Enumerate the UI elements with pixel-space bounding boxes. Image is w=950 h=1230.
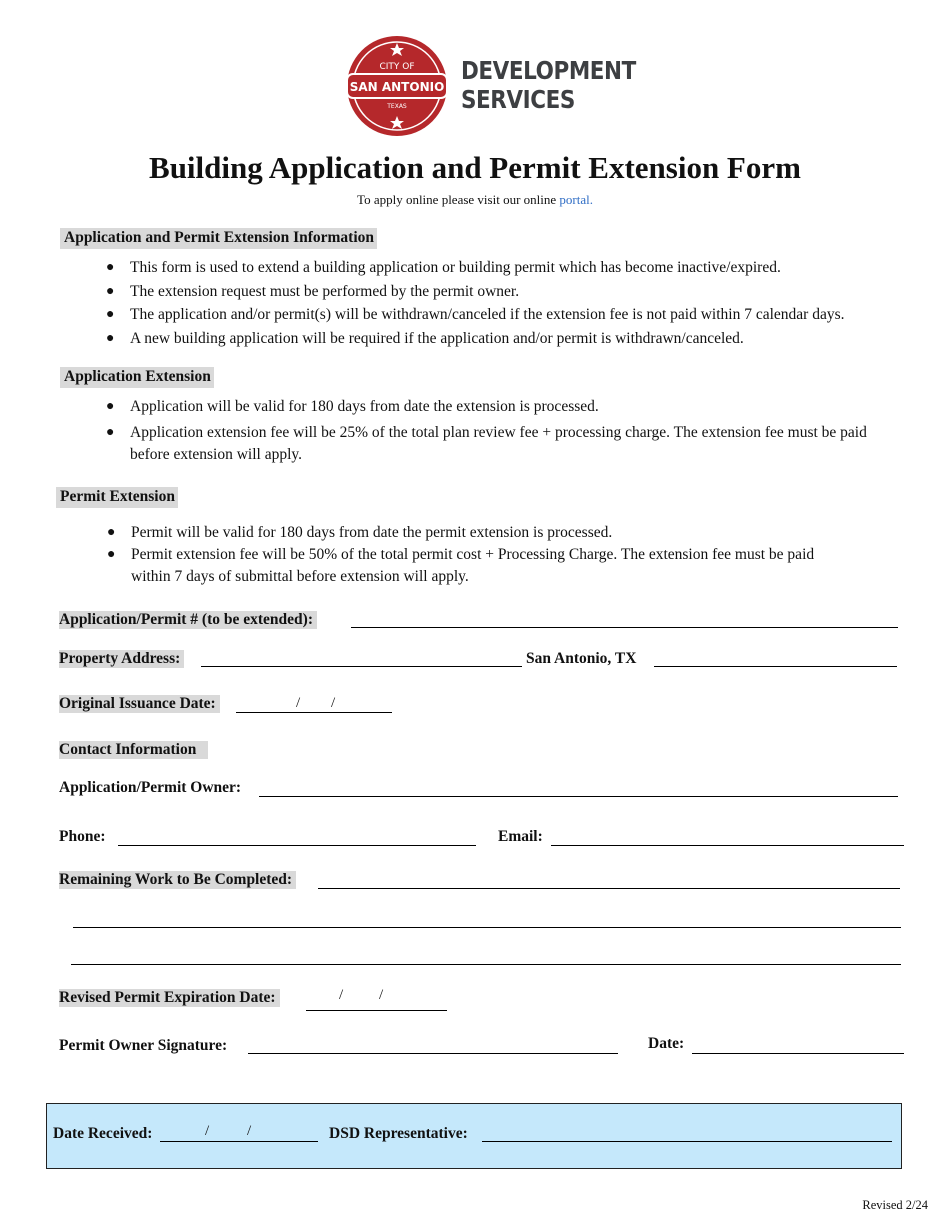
phone-field[interactable]	[118, 845, 476, 846]
subtitle	[0, 192, 950, 208]
date-received-field[interactable]	[160, 1141, 318, 1142]
list-item: ● Permit will be valid for 180 days from date the permit extension is processed.	[107, 524, 613, 541]
list-item: ● This form is used to extend a building application or building permit which has become inactive/expired.	[106, 259, 781, 276]
office-use-box	[46, 1103, 902, 1169]
portal-link[interactable]: portal.	[559, 192, 593, 207]
date-received-label: Date Received:	[53, 1125, 153, 1142]
seal-main-text: SAN ANTONIO	[349, 80, 445, 94]
revised-expiration-date-field[interactable]	[306, 1010, 447, 1011]
phone-label: Phone:	[59, 828, 106, 845]
list-item: ● A new building application will be required if the application and/or permit is withdrawn/canceled.	[106, 329, 744, 347]
app-permit-number-field[interactable]	[351, 627, 898, 628]
dept-name-line2: SERVICES	[461, 85, 575, 114]
date-separator: /	[247, 1123, 252, 1139]
application-extension-heading: Application Extension	[60, 367, 214, 388]
email-label: Email:	[498, 828, 543, 845]
email-field[interactable]	[551, 845, 904, 846]
info-heading: Application and Permit Extension Information	[60, 228, 377, 249]
info-bullet-list	[106, 257, 930, 351]
list-item: ● The application and/or permit(s) will be withdrawn/canceled if the extension fee is not paid within 7 calendar days.	[106, 306, 845, 323]
remaining-work-field-line-2[interactable]	[73, 927, 901, 928]
city-seal-icon	[345, 34, 449, 138]
original-issuance-date-field[interactable]	[236, 712, 392, 713]
app-permit-number-label: Application/Permit # (to be extended):	[59, 611, 317, 629]
remaining-work-field-line-3[interactable]	[71, 964, 901, 965]
app-ext-bullet-list	[106, 396, 890, 468]
contact-info-heading: Contact Information	[59, 741, 208, 759]
seal-bottom-text: TEXAS	[387, 103, 407, 110]
dsd-representative-label: DSD Representative:	[329, 1125, 468, 1142]
list-item: ● Permit extension fee will be 50% of the total permit cost + Processing Charge. The extension fee must be paid within 7 days of submittal before extension will apply.	[107, 546, 815, 585]
original-issuance-date-label: Original Issuance Date:	[59, 695, 220, 713]
city-logo	[345, 34, 635, 140]
list-item: ● Application will be valid for 180 days from date the extension is processed.	[106, 398, 599, 415]
date-separator: /	[331, 695, 336, 711]
zip-field[interactable]	[654, 666, 897, 667]
permit-extension-heading: Permit Extension	[56, 487, 178, 508]
city-state-label: San Antonio, TX	[526, 650, 637, 667]
seal-top-text: CITY OF	[379, 62, 415, 72]
permit-ext-bullet-list	[107, 522, 821, 590]
remaining-work-field[interactable]	[318, 888, 900, 889]
signature-field[interactable]	[248, 1053, 618, 1054]
owner-label: Application/Permit Owner:	[59, 779, 242, 796]
date-separator: /	[339, 987, 344, 1003]
page-title: Building Application and Permit Extension Form	[149, 150, 801, 185]
owner-field[interactable]	[259, 796, 898, 797]
date-separator: /	[205, 1123, 210, 1139]
dept-name-line1: DEVELOPMENT	[461, 56, 636, 85]
subtitle-text: To apply online please visit our online	[357, 192, 557, 207]
revised-expiration-label: Revised Permit Expiration Date:	[59, 989, 280, 1007]
dsd-representative-field[interactable]	[482, 1141, 892, 1142]
date-label: Date:	[648, 1035, 685, 1052]
list-item: ● Application extension fee will be 25% of the total plan review fee + processing charge. The extension fee must be paid before extension will apply.	[106, 424, 867, 463]
list-item: ● The extension request must be performed by the permit owner.	[106, 282, 520, 300]
date-separator: /	[379, 987, 384, 1003]
date-separator: /	[296, 695, 301, 711]
remaining-work-label: Remaining Work to Be Completed:	[59, 871, 296, 889]
property-address-label: Property Address:	[59, 650, 184, 668]
date-field[interactable]	[692, 1053, 904, 1054]
property-address-field[interactable]	[201, 666, 522, 667]
revision-note: Revised 2/24	[862, 1198, 928, 1212]
signature-label: Permit Owner Signature:	[59, 1037, 228, 1054]
